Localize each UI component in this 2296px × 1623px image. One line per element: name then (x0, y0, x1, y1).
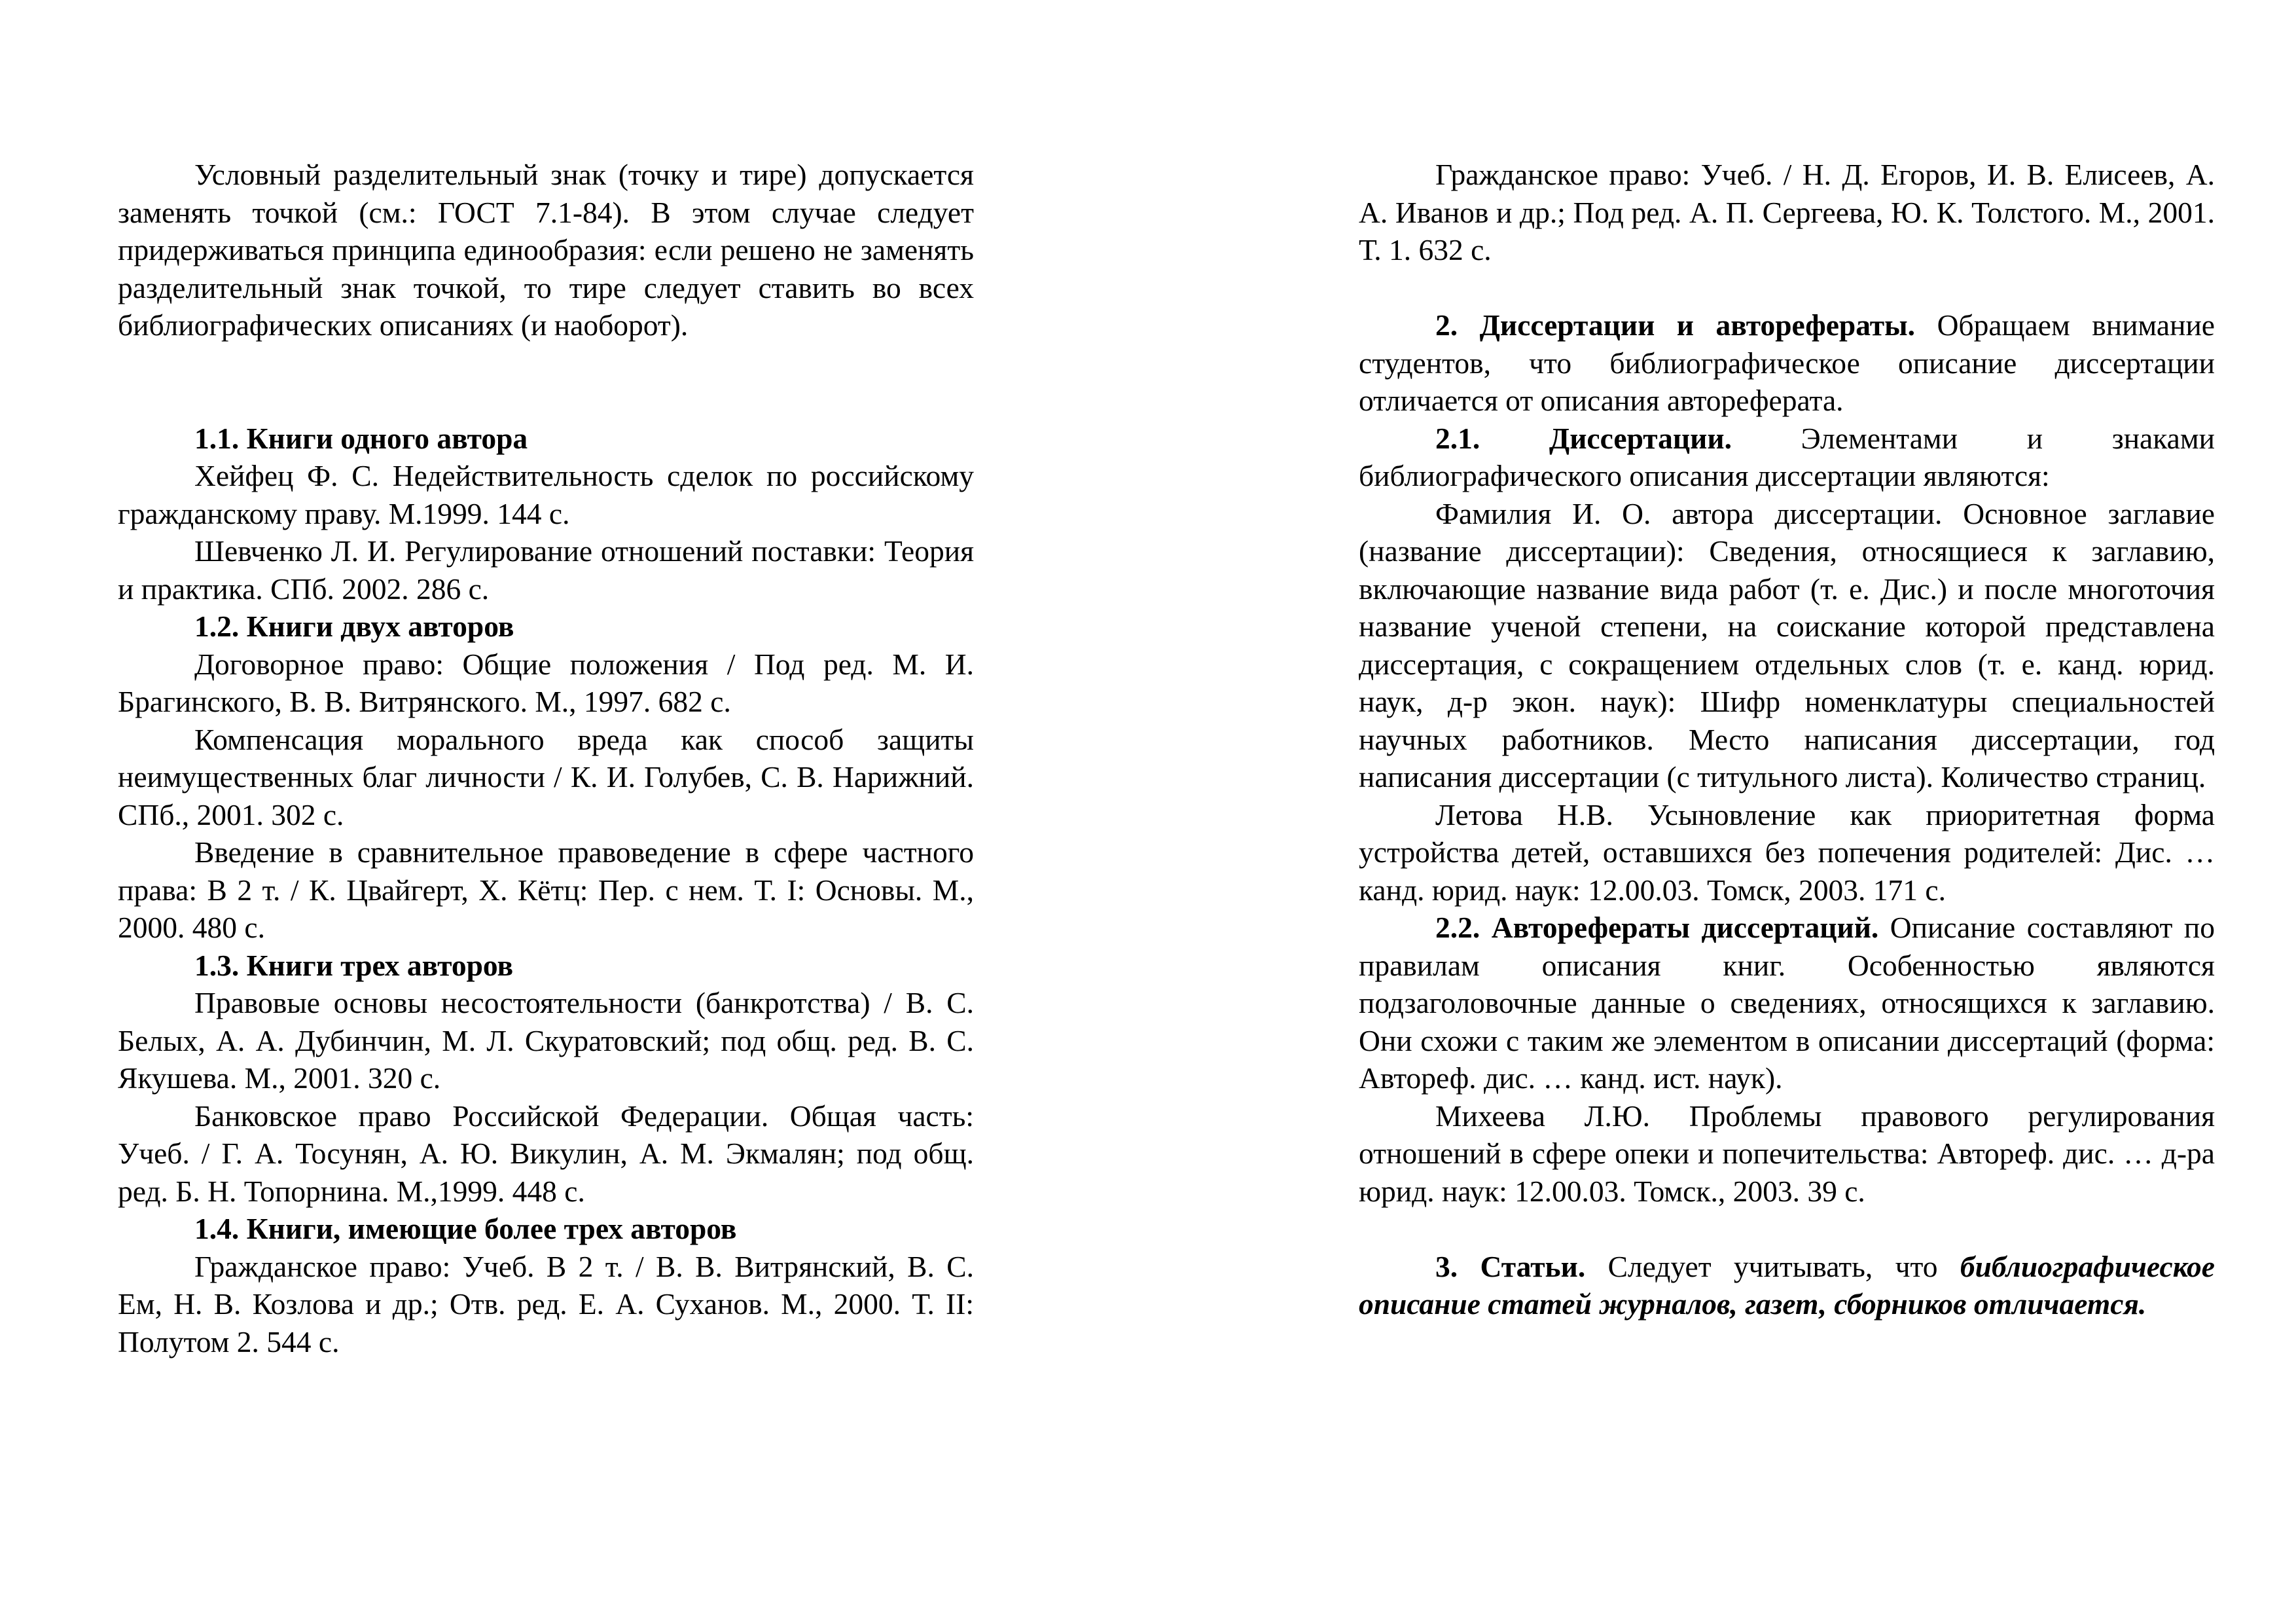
heading-2: 2. Диссертации и авторефераты. (1435, 308, 1916, 342)
heading-1-3: 1.3. Книги трех авторов (194, 948, 514, 982)
heading-1-1: 1.1. Книги одного автора (194, 421, 528, 455)
section-2-2-text: Описание составляют по правилам описания книг. Особенностью являются подзаголовочные данные о сведениях, относящихся к заглавию. Они схожи с таким же элементом в описании диссертаций (форма: Автореф. дис. … канд. ист. наук). (1359, 911, 2215, 1095)
list-item: Введение в сравнительное правоведение в сфере частного права: В 2 т. / К. Цвайгерт, Х. Кётц: Пер. с нем. Т. I: Основы. М., 2000. 480 с. (118, 835, 974, 944)
list-item: Договорное право: Общие положения / Под ред. М. И. Брагинского, В. В. Витрянского. М., 1997. 682 с. (118, 647, 974, 718)
section-2-text: Обращаем внимание студентов, что библиографическое описание диссертации отличается от описания автореферата. (1359, 308, 2215, 417)
left-page (118, 156, 974, 1360)
abstract-example: Михеева Л.Ю. Проблемы правового регулирования отношений в сфере опеки и попечительства: Автореф. дис. … д-ра юрид. наук: 12.00.03. Томск., 2003. 39 с. (1359, 1099, 2215, 1208)
heading-2-2: 2.2. Авторефераты диссертаций. (1435, 911, 1879, 944)
list-item: Хейфец Ф. С. Недействительность сделок по российскому гражданскому праву. М.1999. 144 с. (118, 459, 974, 530)
dissertation-example: Летова Н.В. Усыновление как приоритетная форма устройства детей, оставшихся без попечения родителей: Дис. … канд. юрид. наук: 12.00.03. Томск, 2003. 171 с. (1359, 797, 2215, 907)
heading-1-4: 1.4. Книги, имеющие более трех авторов (194, 1212, 737, 1245)
list-item: Гражданское право: Учеб. В 2 т. / В. В. Витрянский, В. С. Ем, Н. В. Козлова и др.; Отв. ред. Е. А. Суханов. М., 2000. Т. II: Полутом 2. 544 с. (118, 1249, 974, 1359)
section-3-paragraph (1359, 1248, 2215, 1323)
list-item: Компенсация морального вреда как способ защиты неимущественных благ личности / К. И. Голубев, С. В. Нарижний. СПб., 2001. 302 с. (118, 722, 974, 831)
list-item: Банковское право Российской Федерации. Общая часть: Учеб. / Г. А. Тосунян, А. Ю. Викулин, А. М. Экмалян; под общ. ред. Б. Н. Топорнина. М.,1999. 448 с. (118, 1099, 974, 1208)
heading-2-1: 2.1. Диссертации. (1435, 421, 1732, 455)
section-2-1-paragraph (1359, 420, 2215, 495)
dissertation-elements: Фамилия И. О. автора диссертации. Основное заглавие (название диссертации): Сведения, относящиеся к заглавию, включающие название вида работ (т. е. Дис.) и после многоточия название ученой степени, на соискание которой представлена диссертация, с сокращением отдельных слов (т. е. канд. юрид. наук, д-р экон. наук): Шифр номенклатуры специальностей научных работников. Место написания диссертации, год написания диссертации (с титульного листа). Количество страниц. (1359, 496, 2215, 793)
section-3-text: Следует учитывать, что (1585, 1249, 1960, 1283)
continued-entry: Гражданское право: Учеб. / Н. Д. Егоров, И. В. Елисеев, А. А. Иванов и др.; Под ред. А. П. Сергеева, Ю. К. Толстого. М., 2001. Т. 1. 632 с. (1359, 158, 2215, 266)
list-item: Шевченко Л. И. Регулирование отношений поставки: Теория и практика. СПб. 2002. 286 с. (118, 534, 974, 606)
section-2-1-text: Элементами и знаками библиографического описания диссертации являются: (1359, 421, 2215, 492)
list-item: Правовые основы несостоятельности (банкротства) / В. С. Белых, А. А. Дубинчин, М. Л. Скуратовский; под общ. ред. В. С. Якушева. М., 2001. 320 с. (118, 986, 974, 1095)
section-2-paragraph (1359, 306, 2215, 420)
heading-3: 3. Статьи. (1435, 1249, 1586, 1283)
right-page (1359, 156, 2215, 1323)
section-3-emphasis: библиографическое описание статей журналов, газет, сборников отличается. (1359, 1249, 2215, 1321)
intro-paragraph: Условный разделительный знак (точку и тире) допускается заменять точкой (см.: ГОСТ 7.1-84). В этом случае следует придерживаться принципа единообразия: если решено не заменять разделительный знак точкой, то тире следует ставить во всех библиографических описаниях (и наоборот). (118, 158, 974, 342)
section-2-2-paragraph (1359, 909, 2215, 1097)
heading-1-2: 1.2. Книги двух авторов (194, 610, 514, 643)
